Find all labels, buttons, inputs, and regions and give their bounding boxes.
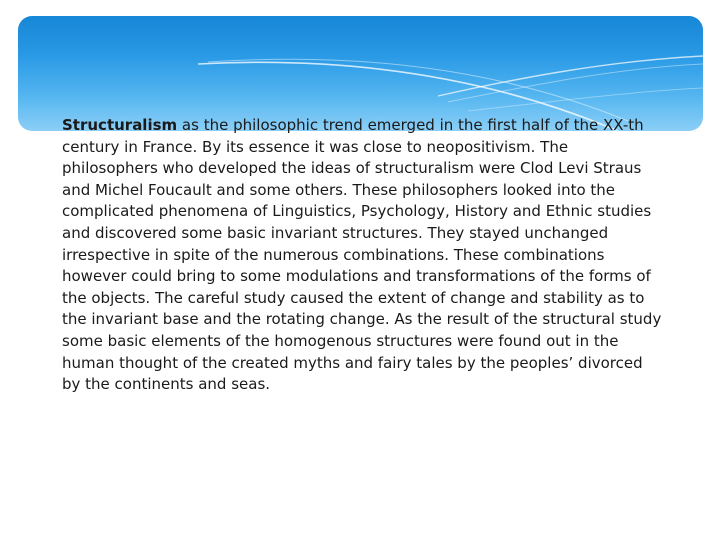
paragraph-text: as the philosophic trend emerged in the first half of the XX-th century in France. By its essence it was close to neopositivism. The philosophers who developed the ideas of structuralism were Clod Levi Straus and Michel Foucault and some others. These philosophers looked into the complicated phenomena of Linguistics, Psychology, History and Ethnic studies and discovered some basic invariant structures. They stayed unchanged irrespective in spite of the numerous combinations. These combinations however could bring to some modulations and transformations of the forms of the objects. The careful study caused the extent of change and stability as to the invariant base and the rotating change. As the result of the structural study some basic elements of the homogenous structures were found out in the human thought of the created myths and fairy tales by the peoples’ divorced by the continents and seas. — [62, 116, 662, 394]
term-structuralism: Structuralism — [62, 116, 178, 134]
body-paragraph — [62, 115, 662, 396]
header-banner — [18, 16, 703, 131]
decorative-swoosh-graphic — [18, 16, 703, 131]
